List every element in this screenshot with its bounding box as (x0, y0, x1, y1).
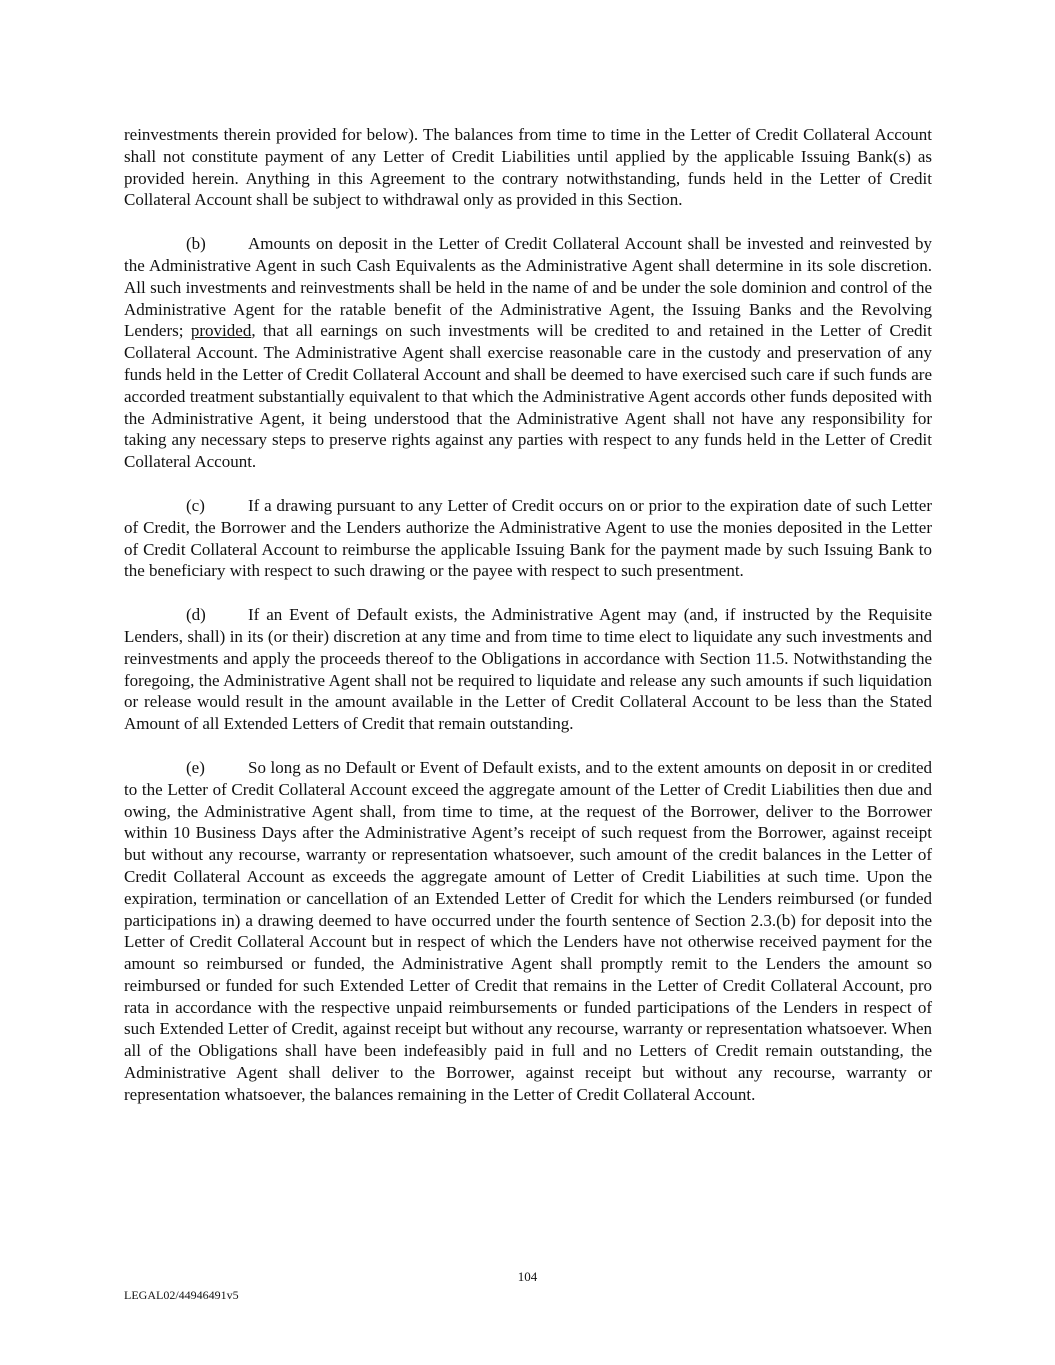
paragraph-b (124, 233, 932, 473)
paragraph-text-continued: , that all earnings on such investments will be credited to and retained in the Letter of Credit Collateral Account. The Administrative Agent shall exercise reasonable care in the custody and preservation of any funds held in the Letter of Credit Collateral Account and shall be deemed to have exercised such care if such funds are accorded treatment substantially equivalent to that which the Administrative Agent accords other funds deposited with the Administrative Agent, it being understood that the Administrative Agent shall not have any responsibility for taking any necessary steps to preserve rights against any parties with respect to any funds held in the Letter of Credit Collateral Account. (124, 321, 932, 472)
paragraph-label: (b) (186, 234, 206, 254)
paragraph-c (124, 495, 932, 582)
document-body (124, 124, 932, 1128)
paragraph-text: reinvestments therein provided for below). The balances from time to time in the Letter of Credit Collateral Account shall not constitute payment of any Letter of Credit Liabilities until applied by the applicable Issuing Bank(s) as provided herein. Anything in this Agreement to the contrary notwithstanding, funds held in the Letter of Credit Collateral Account shall be subject to withdrawal only as provided in this Section. (124, 125, 932, 210)
page-number: 104 (517, 1269, 538, 1284)
paragraph-label: (c) (186, 495, 205, 515)
paragraph-text: If a drawing pursuant to any Letter of Credit occurs on or prior to the expiration date of such Letter of Credit, the Borrower and the Lenders authorize the Administrative Agent to use the monies deposited in the Letter of Credit Collateral Account to reimburse the applicable Issuing Bank for the payment made by such Issuing Bank to the beneficiary with respect to such drawing or the payee with respect to such presentment. (124, 495, 932, 581)
paragraph-text: If an Event of Default exists, the Administrative Agent may (and, if instructed by the Requisite Lenders, shall) in its (or their) discretion at any time and from time to time elect to liquidate any such investments and reinvestments and apply the proceeds thereof to the Obligations in accordance with Section 11.5. Notwithstanding the foregoing, the Administrative Agent shall not be required to liquidate and release any such amounts if such liquidation or release would result in the amount available in the Letter of Credit Collateral Account to be less than the Stated Amount of all Extended Letters of Credit that remain outstanding. (124, 605, 932, 734)
paragraph-text: Amounts on deposit in the Letter of Credit Collateral Account shall be invested and reinvested by the Administrative Agent in such Cash Equivalents as the Administrative Agent shall determine in its sole discretion. All such investments and reinvestments shall be held in the name of and be under the sole dominion and control of the Administrative Agent for the ratable benefit of the Administrative Agent, the Issuing Banks and the Revolving Lenders; (124, 234, 932, 341)
paragraph-text: So long as no Default or Event of Default exists, and to the extent amounts on deposit in or credited to the Letter of Credit Collateral Account exceed the aggregate amount of the Letter of Credit Liabilities then due and owing, the Administrative Agent shall, from time to time, at the request of the Borrower, deliver to the Borrower within 10 Business Days after the Administrative Agent’s receipt of such request from the Borrower, against receipt but without any recourse, warranty or representation whatsoever, such amount of the credit balances in the Letter of Credit Collateral Account as exceeds the aggregate amount of Letter of Credit Liabilities at such time. Upon the expiration, termination or cancellation of an Extended Letter of Credit for which the Lenders reimbursed (or funded participations in) a drawing deemed to have occurred under the fourth sentence of Section 2.3.(b) for deposit into the Letter of Credit Collateral Account but in respect of which the Lenders have not otherwise received payment for the amount so reimbursed or funded, the Administrative Agent shall promptly remit to the Lenders the amount so reimbursed or funded for such Extended Letter of Credit that remains in the Letter of Credit Collateral Account, pro rata in accordance with the respective unpaid reimbursements or funded participations of the Lenders in respect of such Extended Letter of Credit, against receipt but without any recourse, warranty or representation whatsoever. When all of the Obligations shall have been indefeasibly paid in full and no Letters of Credit remain outstanding, the Administrative Agent shall deliver to the Borrower, against receipt but without any recourse, warranty or representation whatsoever, the balances remaining in the Letter of Credit Collateral Account. (124, 757, 932, 1104)
paragraph-d (124, 604, 932, 735)
document-id: LEGAL02/44946491v5 (124, 1288, 239, 1302)
paragraph-e (124, 757, 932, 1106)
paragraph-label: (e) (186, 757, 205, 777)
paragraph-continuation (124, 124, 932, 211)
underlined-term-provided: provided (190, 321, 252, 341)
paragraph-label: (d) (186, 605, 206, 625)
